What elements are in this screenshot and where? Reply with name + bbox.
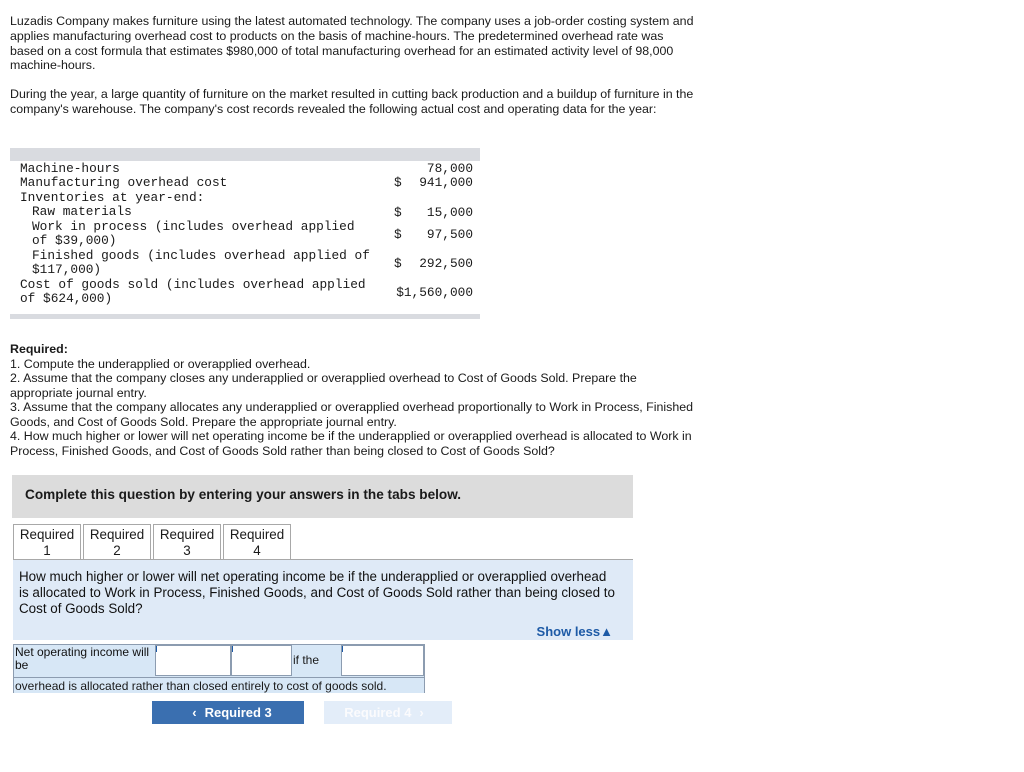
required-heading: Required: (10, 342, 68, 356)
instruction-banner (12, 475, 633, 518)
raw-materials-label: Raw materials (32, 204, 132, 219)
tab-required-3[interactable] (153, 524, 221, 560)
answer-input-1[interactable] (155, 645, 231, 676)
tab-number: 1 (43, 542, 51, 558)
cogs-value: $1,560,000 (396, 285, 473, 300)
previous-required-button[interactable] (152, 701, 304, 724)
dropdown-indicator-icon (232, 646, 233, 652)
fg-label-line1: Finished goods (includes overhead applied of (32, 248, 370, 263)
required-tabs (13, 524, 293, 560)
cogs-label-line1: Cost of goods sold (includes overhead applied (20, 277, 366, 292)
next-required-button[interactable] (324, 701, 452, 724)
required-item-4: 4. How much higher or lower will net operating income be if the underapplied or overapplied overhead is allocated to Work in Process, Finished Goods, and Cost of Goods Sold rather than being closed to Cost of Goods Sold? (10, 429, 692, 458)
wip-value: 97,500 (426, 227, 473, 242)
cost-data-table (10, 148, 480, 319)
answer-input-3[interactable] (341, 645, 424, 676)
overhead-cost-value: 941,000 (419, 175, 473, 190)
machine-hours-label: Machine-hours (20, 161, 120, 176)
tab-number: 3 (183, 542, 191, 558)
table-top-bar (10, 148, 480, 161)
answer-input-2[interactable] (231, 645, 292, 676)
tab-label: Required (19, 527, 75, 542)
next-label: Required 4 (344, 705, 412, 720)
tab-label: Required (229, 527, 285, 542)
required-item-1: 1. Compute the underapplied or overapplied overhead. (10, 356, 311, 371)
intro-paragraph-1: Luzadis Company makes furniture using the latest automated technology. The company uses a job-order costing system and applies manufacturing overhead cost to products on the basis of machine-hours. The predetermined overhead rate was based on a cost formula that estimates $980,000 of total manufacturing overhead for an estimated activity level of 98,000 machine-hours. (10, 14, 694, 73)
answer-row (14, 645, 424, 676)
table-bottom-bar (10, 314, 480, 319)
raw-materials-dollar: $ (394, 205, 402, 220)
dropdown-indicator-icon (156, 646, 157, 652)
intro-paragraph-2: During the year, a large quantity of furniture on the market resulted in cutting back production and a buildup of furniture in the company's warehouse. The company's cost records revealed the following actual cost and operating data for the year: (10, 87, 694, 116)
tab-number: 2 (113, 542, 121, 558)
answer-tail-text: overhead is allocated rather than closed entirely to cost of goods sold. (15, 679, 387, 693)
chevron-right-icon: › (419, 705, 424, 720)
fg-dollar: $ (394, 256, 402, 271)
instruction-text: Complete this question by entering your answers in the tabs below. (25, 487, 462, 502)
required-section (10, 342, 700, 458)
wip-dollar: $ (394, 227, 402, 242)
fg-value: 292,500 (419, 256, 473, 271)
overhead-cost-dollar: $ (394, 175, 402, 190)
if-the-label: if the (293, 653, 320, 667)
wip-label-line2: of $39,000) (32, 233, 117, 248)
tab-required-1[interactable] (13, 524, 81, 560)
cogs-label-line2: of $624,000) (20, 291, 113, 306)
chevron-left-icon: ‹ (192, 705, 197, 720)
question-text: How much higher or lower will net operating income be if the underapplied or overapplied overhead is allocated to Work in Process, Finished Goods, and Cost of Goods Sold rather than being closed to Cost of Goods Sold? (19, 569, 615, 616)
tab-label: Required (159, 527, 215, 542)
machine-hours-value: 78,000 (426, 161, 473, 176)
question-panel (13, 560, 633, 640)
tab-required-4[interactable] (223, 524, 291, 561)
inventories-label: Inventories at year-end: (20, 190, 205, 205)
previous-label: Required 3 (204, 705, 272, 720)
required-item-3: 3. Assume that the company allocates any underapplied or overapplied overhead proportionally to Work in Process, Finished Goods, and Cost of Goods Sold. Prepare the appropriate journal entry. (10, 400, 694, 429)
tab-required-2[interactable] (83, 524, 151, 560)
fg-label-line2: $117,000) (32, 262, 102, 277)
dropdown-indicator-icon (342, 646, 343, 652)
answer-grid (13, 644, 425, 693)
tab-label: Required (89, 527, 145, 542)
show-less-link[interactable]: Show less▲ (536, 624, 613, 639)
required-item-2: 2. Assume that the company closes any underapplied or overapplied overhead to Cost of Goods Sold. Prepare the appropriate journal entry. (10, 371, 637, 400)
raw-materials-value: 15,000 (426, 205, 473, 220)
tab-number: 4 (253, 542, 261, 558)
answer-label: Net operating income will be (15, 645, 150, 672)
answer-tail-row (14, 677, 424, 693)
overhead-cost-label: Manufacturing overhead cost (20, 175, 228, 190)
wip-label-line1: Work in process (includes overhead applied (32, 219, 355, 234)
